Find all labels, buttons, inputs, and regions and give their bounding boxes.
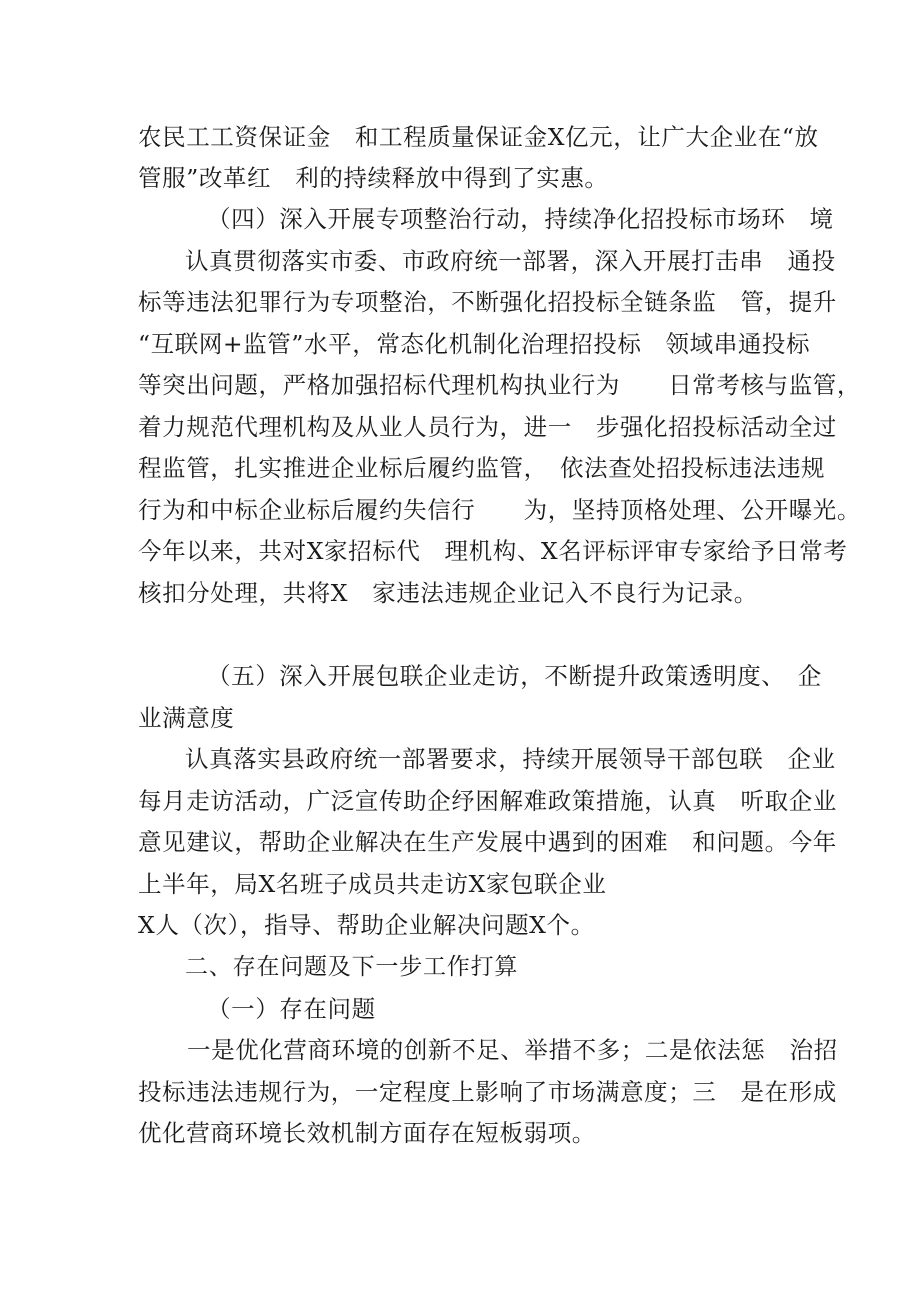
paragraph-line: 认真贯彻落实市委、市政府统一部署，深入开展打击串 通投 [185, 247, 836, 275]
paragraph-line: 行为和中标企业标后履约失信行 为，坚持顶格处理、公开曝光。 [138, 496, 861, 524]
paragraph-line: “互联网+监管”水平，常态化机制化治理招投标 领域串通投标 [138, 330, 811, 358]
paragraph-line: 认真落实县政府统一部署要求，持续开展领导干部包联 企业 [185, 745, 836, 773]
paragraph-line: 上半年，局X名班子成员共走访X家包联企业 [138, 870, 607, 898]
paragraph-line: 着力规范代理机构及从业人员行为，进一 步强化招投标活动全过 [138, 413, 837, 441]
paragraph-line: 标等违法犯罪行为专项整治，不断强化招投标全链条监 管，提升 [138, 288, 837, 316]
paragraph-line: 农民工工资保证金 和工程质量保证金X亿元，让广大企业在“放 [138, 123, 819, 151]
paragraph-line: X人（次），指导、帮助企业解决问题X个。 [138, 911, 595, 939]
paragraph-line: 核扣分处理，共将X 家违法违规企业记入不良行为记录。 [138, 579, 758, 607]
subsection-heading: （一）存在问题 [207, 995, 376, 1023]
paragraph-line: 投标违法违规行为，一定程度上影响了市场满意度；三 是在形成 [138, 1078, 837, 1106]
section-heading: （四）深入开展专项整治行动，持续净化招投标市场环 境 [207, 205, 834, 233]
paragraph-line: 优化营商环境长效机制方面存在短板弱项。 [138, 1119, 596, 1147]
paragraph-line: 每月走访活动，广泛宣传助企纾困解难政策措施，认真 听取企业 [138, 787, 837, 815]
paragraph-line: 今年以来，共对X家招标代 理机构、X名评标评审专家给予日常考 [138, 537, 848, 565]
paragraph-line: 一是优化营商环境的创新不足、举措不多；二是依法惩 治招 [187, 1036, 838, 1064]
paragraph-line: 管服”改革红 利的持续释放中得到了实惠。 [138, 164, 609, 192]
chapter-heading: 二、存在问题及下一步工作打算 [185, 954, 519, 980]
paragraph-line: 等突出问题，严格加强招标代理机构执业行为 日常考核与监管， [138, 371, 861, 399]
paragraph-line: 意见建议，帮助企业解决在生产发展中遇到的困难 和问题。今年 [138, 828, 837, 856]
paragraph-line: 程监管，扎实推进企业标后履约监管， 依法查处招投标违法违规 [138, 454, 826, 482]
section-heading-continued: 业满意度 [138, 704, 235, 732]
section-heading: （五）深入开展包联企业走访，不断提升政策透明度、 企 [207, 662, 822, 690]
